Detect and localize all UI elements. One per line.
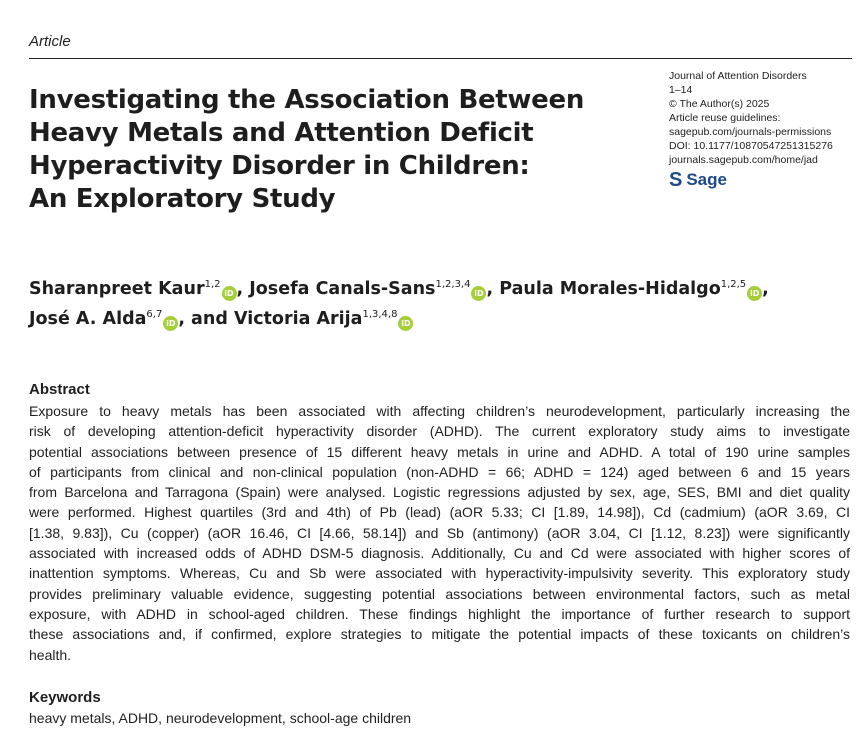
abstract-line: exposure, with ADHD in school-aged children. These findings highlight the importance of further research to support bbox=[29, 605, 850, 622]
orcid-icon[interactable]: iD bbox=[747, 286, 762, 301]
author-name: Sharanpreet Kaur bbox=[29, 279, 205, 299]
author-affiliation: 1,2,3,4 bbox=[435, 279, 471, 290]
author-list bbox=[29, 272, 859, 332]
title-line: An Exploratory Study bbox=[29, 184, 336, 214]
author-separator: , bbox=[236, 279, 250, 299]
page-range: 1–14 bbox=[669, 84, 693, 96]
publisher-name: Sage bbox=[686, 170, 727, 189]
orcid-icon[interactable]: iD bbox=[163, 316, 178, 331]
author-name: Josefa Canals-Sans bbox=[249, 279, 436, 299]
journal-link[interactable]: journals.sagepub.com/home/jad bbox=[669, 154, 818, 166]
abstract-line: associated with increased odds of ADHD DSM-5 diagnosis. Additionally, Cu and Cd were associated with higher scores of bbox=[29, 545, 850, 562]
keywords-list: heavy metals, ADHD, neurodevelopment, school-age children bbox=[29, 710, 412, 726]
title-line: Heavy Metals and Attention Deficit bbox=[29, 118, 534, 148]
abstract-line: inattention symptoms. Whereas, Cu and Sb were associated with hyperactivity-impulsivity severity. This exploratory study bbox=[29, 565, 850, 582]
orcid-icon[interactable]: iD bbox=[398, 316, 413, 331]
abstract-line: [1.38, 9.83]), Cu (copper) (aOR 16.46, CI [4.66, 58.14]) and Sb (antimony) (aOR 3.04, CI [1.12, 8.23]) were significantly bbox=[29, 524, 850, 541]
reuse-label: Article reuse guidelines: bbox=[669, 112, 781, 124]
abstract-body bbox=[29, 401, 850, 665]
abstract-line: were performed. Highest quartiles (3rd and 4th) of Pb (lead) (aOR 5.33; CI [1.89, 14.98]), Cd (cadmium) (aOR 3.69, CI bbox=[29, 504, 850, 521]
author-line bbox=[29, 272, 859, 302]
copyright: © The Author(s) 2025 bbox=[669, 98, 770, 110]
abstract-line: Exposure to heavy metals has been associated with affecting children’s neurodevelopment, particularly increasing the bbox=[29, 403, 850, 419]
abstract-line: potential associations between presence of 15 different heavy metals in urine and ADHD. A total of 190 urine samples bbox=[29, 443, 850, 460]
header-rule bbox=[29, 58, 852, 59]
sage-s-icon: S bbox=[669, 169, 683, 191]
author-name: José A. Alda bbox=[29, 309, 147, 329]
abstract-line: of participants from clinical and non-clinical population (non-ADHD = 66; ADHD = 124) aged between 6 and 15 years bbox=[29, 463, 850, 480]
paper-title bbox=[29, 84, 629, 216]
author-name: Victoria Arija bbox=[233, 309, 363, 329]
journal-name: Journal of Attention Disorders bbox=[669, 70, 807, 82]
author-affiliation: 1,2,5 bbox=[720, 279, 747, 290]
title-line: Investigating the Association Between bbox=[29, 85, 585, 115]
abstract-line: from Barcelona and Tarragona (Spain) were analysed. Logistic regressions adjusted by sex, age, SES, BMI and diet quality bbox=[29, 484, 850, 501]
author-line bbox=[29, 302, 859, 332]
orcid-icon[interactable]: iD bbox=[222, 286, 237, 301]
abstract-line: these associations and, if confirmed, explore strategies to mitigate the potential impacts of these toxicants on children’s bbox=[29, 626, 850, 643]
article-type-label: Article bbox=[29, 33, 71, 50]
journal-meta bbox=[669, 69, 854, 190]
abstract-line: health. bbox=[29, 646, 72, 663]
abstract-line: provides preliminary valuable evidence, suggesting potential associations between environmental factors, such as metal bbox=[29, 585, 850, 602]
title-line: Hyperactivity Disorder in Children: bbox=[29, 151, 530, 181]
author-affiliation: 6,7 bbox=[146, 309, 163, 320]
author-affiliation: 1,3,4,8 bbox=[362, 309, 398, 320]
abstract-heading: Abstract bbox=[29, 381, 90, 398]
sage-logo bbox=[669, 170, 854, 190]
abstract-line: risk of developing attention-deficit hyperactivity disorder (ADHD). The current exploratory study aims to investigate bbox=[29, 423, 850, 440]
author-affiliation: 1,2 bbox=[204, 279, 221, 290]
doi[interactable]: DOI: 10.1177/10870547251315276 bbox=[669, 140, 833, 152]
author-separator: , bbox=[762, 279, 769, 299]
author-name: Paula Morales-Hidalgo bbox=[499, 279, 721, 299]
reuse-link[interactable]: sagepub.com/journals-permissions bbox=[669, 126, 832, 138]
author-separator: , bbox=[486, 279, 500, 299]
keywords-heading: Keywords bbox=[29, 689, 101, 706]
orcid-icon[interactable]: iD bbox=[471, 286, 486, 301]
author-separator: , and bbox=[178, 309, 234, 329]
